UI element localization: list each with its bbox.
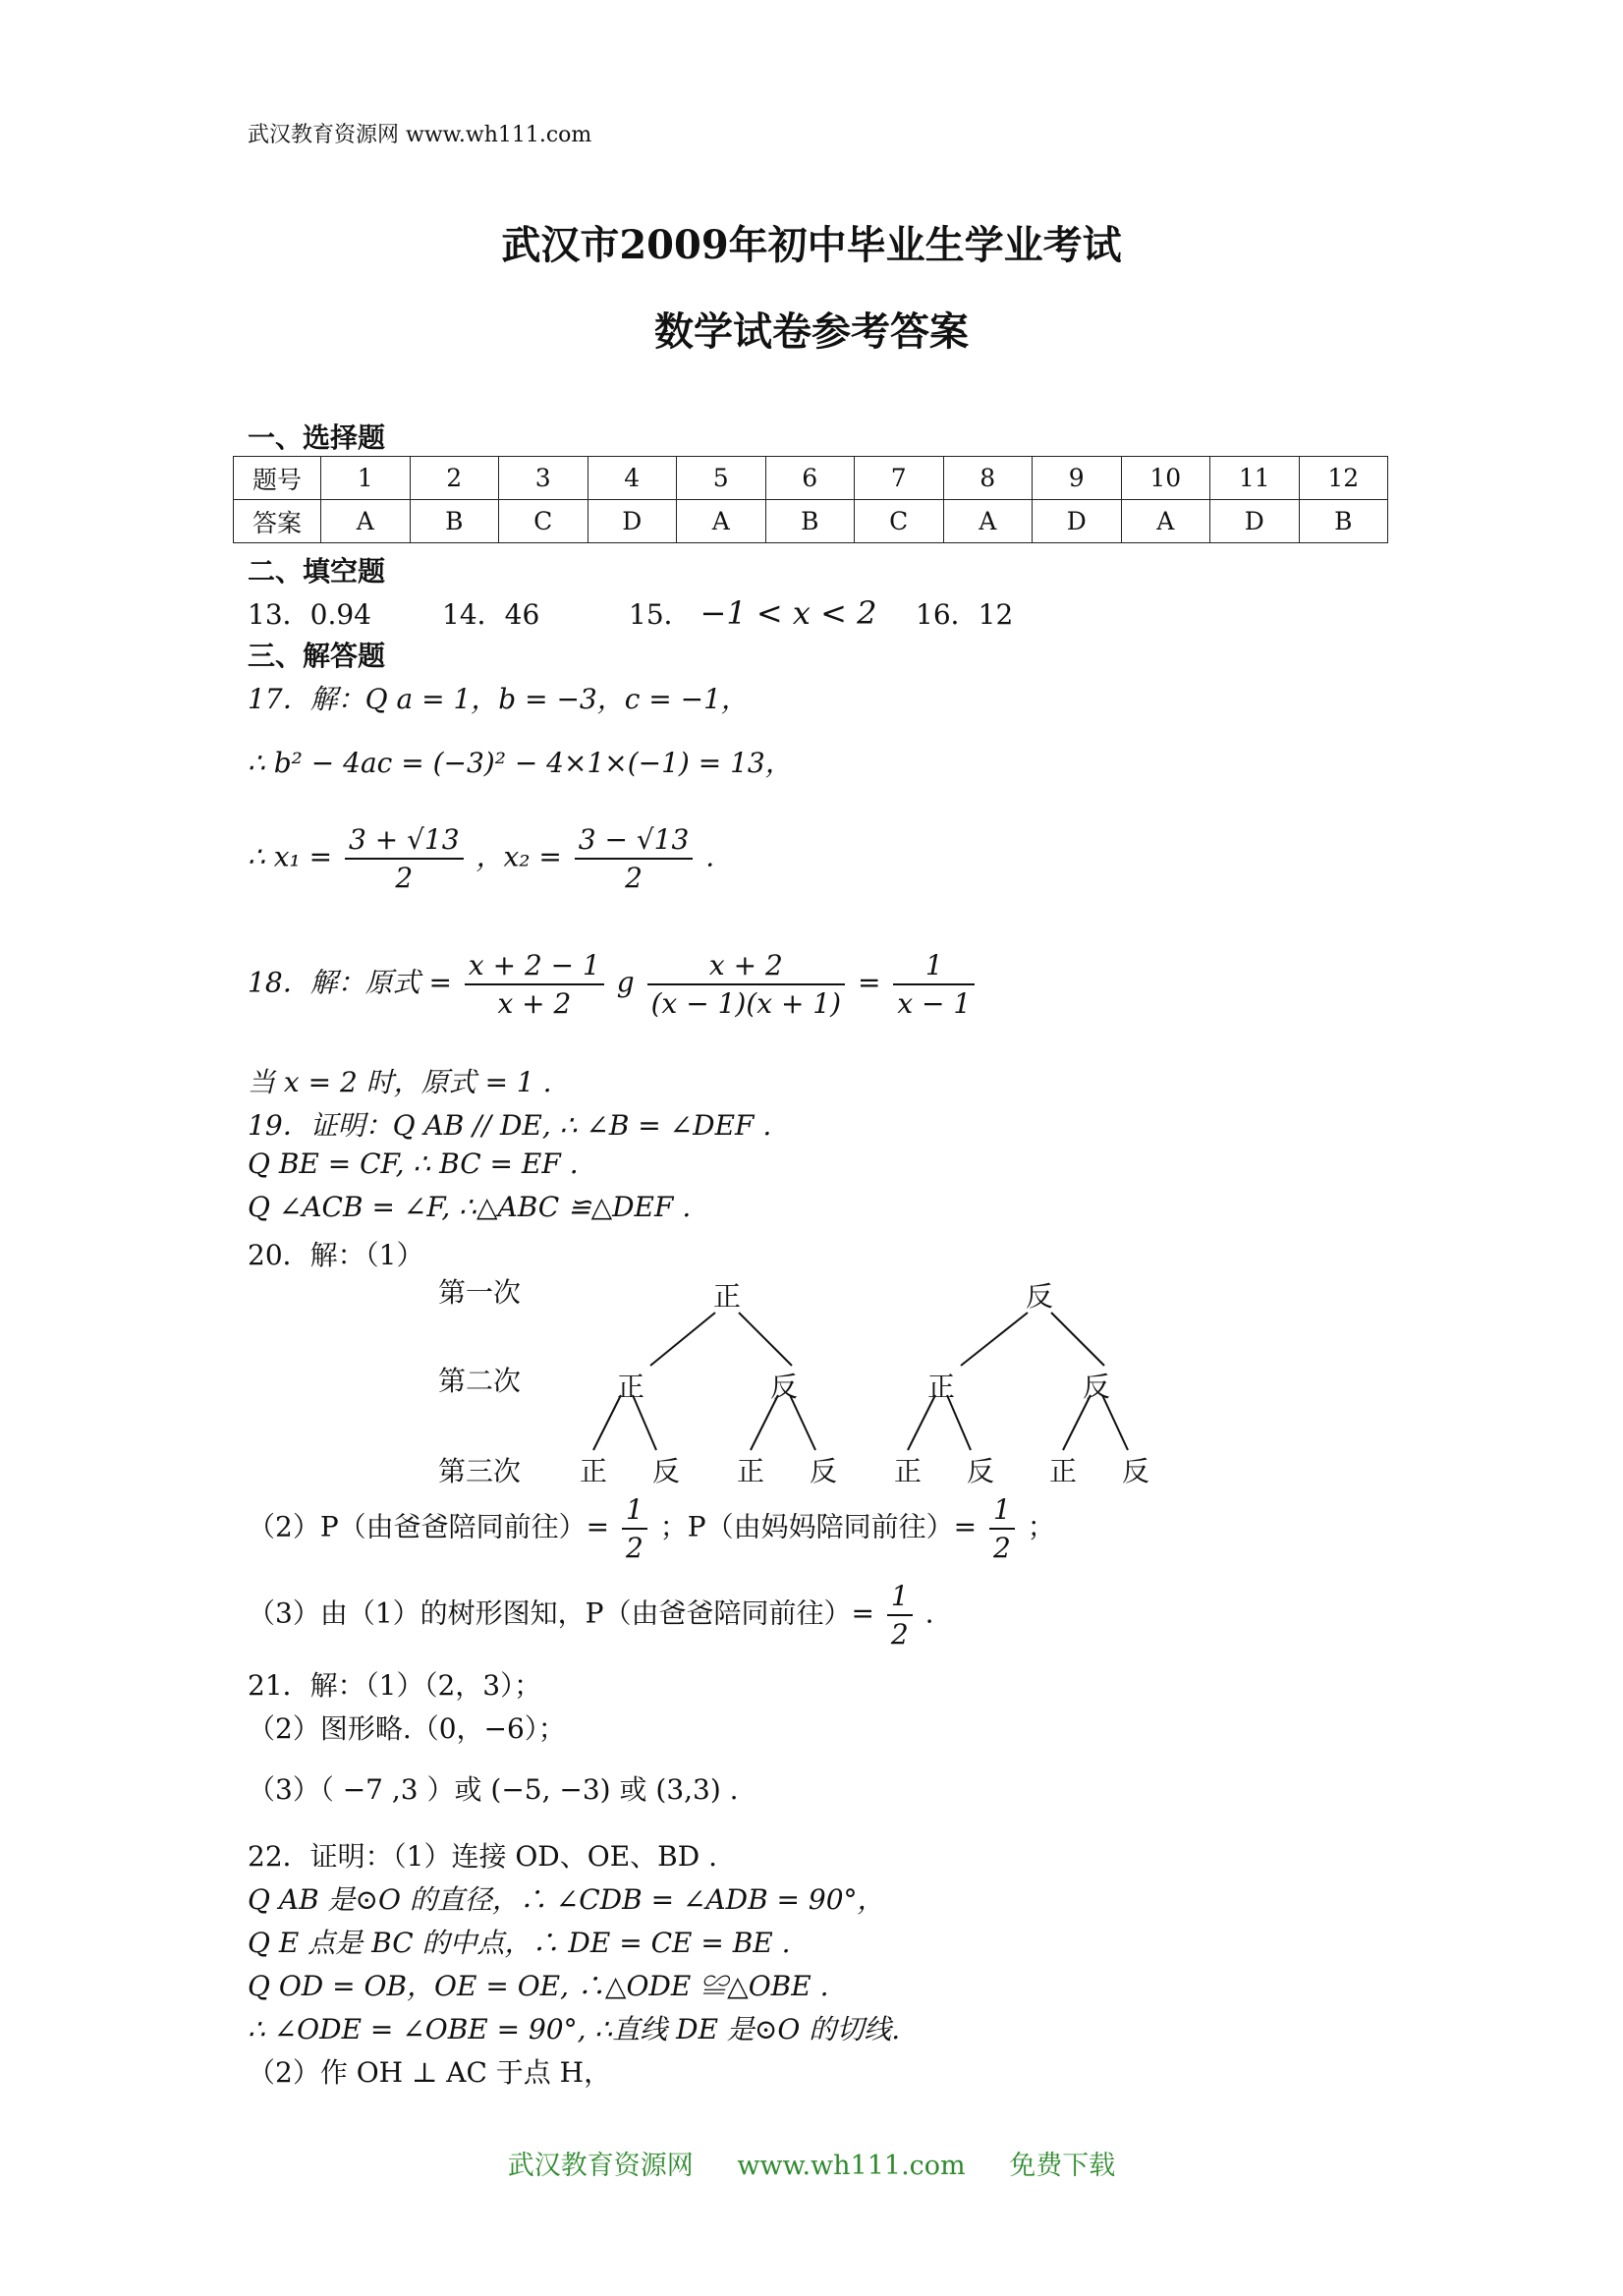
q22-line6: （2）作 OH ⊥ AC 于点 H，: [248, 2056, 612, 2089]
tree-node-zheng: 正: [1049, 1455, 1078, 1487]
q22-line2: Q AB 是⊙O 的直径，∴ ∠CDB = ∠ADB = 90°，: [248, 1883, 885, 1916]
table-cell: A: [321, 500, 411, 543]
fraction-denominator: 2: [395, 862, 414, 894]
fraction-denominator: 2: [626, 1532, 644, 1564]
answer-14: 14．46: [442, 598, 540, 631]
table-cell: C: [499, 500, 588, 543]
tree-node-fan: 反: [1083, 1371, 1111, 1403]
fraction-numerator: 1: [989, 1493, 1015, 1530]
q20-line3-end: .: [924, 1596, 934, 1630]
section-solve: 三、解答题: [248, 640, 386, 672]
answer-16: 16．12: [916, 598, 1014, 631]
table-cell: B: [410, 500, 499, 543]
q22-line3: Q E 点是 BC 的中点，∴ DE = CE = BE .: [248, 1927, 791, 1959]
tree-node-zheng: 正: [894, 1455, 923, 1487]
row-label: 答案: [234, 500, 321, 543]
table-cell: 12: [1299, 457, 1388, 500]
tree-node-fan: 反: [1122, 1455, 1150, 1487]
tree-row-second: 第二次: [438, 1365, 522, 1397]
row-label: 题号: [234, 457, 321, 500]
q19-line2: Q BE = CF, ∴ BC = EF .: [248, 1148, 579, 1180]
table-cell: 2: [410, 457, 499, 500]
fraction-numerator: 3 − √13: [575, 823, 694, 860]
q19-line1: 19．证明：Q AB // DE, ∴ ∠B = ∠DEF .: [248, 1109, 772, 1142]
table-cell: C: [855, 500, 944, 543]
fraction-denominator: x + 2: [497, 987, 572, 1020]
tree-node-fan: 反: [967, 1455, 995, 1487]
fraction-denominator: (x − 1)(x + 1): [650, 987, 842, 1020]
q20-half-1: [622, 1493, 647, 1564]
q22-line4: Q OD = OB，OE = OE, ∴△ODE ≌△OBE .: [248, 1970, 829, 2002]
q22-line1: 22．证明：（1）连接 OD、OE、BD .: [248, 1840, 717, 1873]
table-cell: 10: [1121, 457, 1210, 500]
fraction-numerator: 1: [893, 949, 975, 985]
table-cell: A: [677, 500, 766, 543]
table-cell: B: [765, 500, 855, 543]
table-cell: 9: [1033, 457, 1122, 500]
table-cell: 11: [1210, 457, 1300, 500]
table-cell: A: [943, 500, 1033, 543]
fraction-denominator: x − 1: [897, 987, 972, 1020]
q20-line1: 20．解：（1）: [248, 1239, 424, 1271]
page-footer: [0, 2144, 1623, 2182]
tree-node-zheng: 正: [927, 1371, 956, 1403]
q20-line2: [248, 1493, 1055, 1564]
fraction-numerator: 3 + √13: [345, 823, 464, 860]
q20-p-father: （2）P（由爸爸陪同前往）=: [248, 1510, 610, 1543]
tree-node-zheng: 正: [617, 1371, 645, 1403]
footer-site-name: 武汉教育资源网: [507, 2151, 694, 2181]
tree-row-third: 第三次: [438, 1455, 522, 1487]
fraction-numerator: 1: [622, 1493, 647, 1530]
q20-line3: [248, 1580, 933, 1651]
q20-half-3: [887, 1580, 913, 1651]
fraction-denominator: 2: [625, 862, 643, 894]
answer-15-expr: −1 < x < 2: [700, 594, 877, 632]
table-cell: 1: [321, 457, 411, 500]
q21-line3: （3）（ −7 ,3 ）或 (−5, −3) 或 (3,3) .: [248, 1773, 739, 1806]
q20-p-mother: ；P（由妈妈陪同前往）=: [659, 1510, 978, 1543]
q18-equals: =: [857, 966, 881, 999]
q18-dot: g: [616, 966, 635, 999]
q18-prefix: 18．解：原式 =: [248, 966, 452, 999]
q19-line3: Q ∠ACB = ∠F, ∴△ABC ≌△DEF .: [248, 1191, 692, 1223]
fraction-denominator: 2: [992, 1532, 1011, 1564]
q21-line2: （2）图形略.（0，−6）；: [248, 1712, 566, 1745]
q17-end: .: [705, 840, 715, 873]
q20-line2-end: ；: [1027, 1510, 1055, 1543]
page-header: 武汉教育资源网 www.wh111.com: [248, 123, 592, 147]
fraction-numerator: 1: [887, 1580, 913, 1616]
tree-node-fan: 反: [770, 1371, 799, 1403]
footer-free-download: 免费下载: [1009, 2151, 1116, 2181]
doc-subtitle: 数学试卷参考答案: [654, 308, 969, 355]
section-fill: 二、填空题: [248, 555, 386, 588]
table-cell: 7: [855, 457, 944, 500]
doc-title: 武汉市2009年初中毕业生学业考试: [501, 222, 1122, 268]
table-cell: 8: [943, 457, 1033, 500]
table-cell: B: [1299, 500, 1388, 543]
tree-node-zheng: 正: [580, 1455, 608, 1487]
table-cell: D: [1210, 500, 1300, 543]
table-cell: D: [1033, 500, 1122, 543]
q17-line2: ∴ b² − 4ac = (−3)² − 4×1×(−1) = 13，: [248, 747, 793, 779]
answer-15-num: 15．: [629, 598, 692, 631]
tree-node-fan: 反: [810, 1455, 838, 1487]
q21-line1: 21．解：（1）（2，3）；: [248, 1669, 542, 1702]
q17-x1-label: ∴ x₁ =: [248, 840, 333, 873]
q17-x2-label: ，x₂ =: [476, 840, 562, 873]
table-cell: 4: [588, 457, 677, 500]
fraction-numerator: x + 2 − 1: [465, 949, 604, 985]
tree-row-first: 第一次: [438, 1276, 522, 1309]
q17-line1: 17．解：Q a = 1，b = −3，c = −1，: [248, 683, 749, 715]
table-cell: D: [588, 500, 677, 543]
table-cell: 6: [765, 457, 855, 500]
q22-line5: ∴ ∠ODE = ∠OBE = 90°, ∴直线 DE 是⊙O 的切线.: [248, 2013, 901, 2045]
fraction-numerator: x + 2: [647, 949, 845, 985]
table-cell: 5: [677, 457, 766, 500]
q20-tree-conclusion: （3）由（1）的树形图知，P（由爸爸陪同前往）=: [248, 1596, 874, 1630]
q18-line2: 当 x = 2 时，原式 = 1 .: [248, 1066, 552, 1098]
tree-node-zheng: 正: [737, 1455, 765, 1487]
tree-node-zheng: 正: [713, 1280, 742, 1313]
tree-node-fan: 反: [1026, 1280, 1054, 1313]
table-cell: 3: [499, 457, 588, 500]
answer-13: 13．0.94: [248, 598, 371, 631]
fraction-denominator: 2: [890, 1618, 909, 1651]
tree-node-fan: 反: [652, 1455, 681, 1487]
section-choice: 一、选择题: [248, 421, 386, 454]
q20-half-2: [989, 1493, 1015, 1564]
footer-url[interactable]: www.wh111.com: [737, 2151, 966, 2181]
table-cell: A: [1121, 500, 1210, 543]
